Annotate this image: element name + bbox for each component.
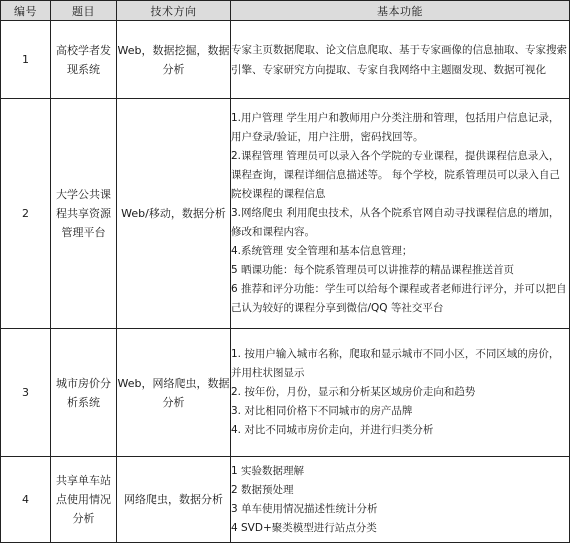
row-title: 高校学者发现系统 <box>51 21 117 99</box>
row-id: 1 <box>1 21 51 99</box>
header-title: 题目 <box>51 1 117 21</box>
row-title: 共享单车站点使用情况分析 <box>51 457 117 543</box>
function-item: 专家主页数据爬取、论文信息爬取、基于专家画像的信息抽取、专家搜索引擎、专家研究方向提取、专家自我网络中主题圈发现、数据可视化 <box>231 43 567 76</box>
table-row <box>1 457 570 543</box>
header-functions: 基本功能 <box>231 1 570 21</box>
function-item: 3 单车使用情况描述性统计分析 <box>231 502 378 515</box>
row-tech: 网络爬虫，数据分析 <box>117 457 231 543</box>
row-title: 大学公共课程共享资源管理平台 <box>51 99 117 329</box>
function-item: 2. 按年份，月份，显示和分析某区域房价走向和趋势 <box>231 386 476 398</box>
row-id: 4 <box>1 457 51 543</box>
table-row <box>1 329 570 457</box>
function-item: 4.系统管理 安全管理和基本信息管理； <box>231 245 413 257</box>
header-id: 编号 <box>1 1 51 21</box>
row-title: 城市房价分析系统 <box>51 329 117 457</box>
function-item: 3. 对比相同价格下不同城市的房产品牌 <box>231 405 413 417</box>
function-item: 2 数据预处理 <box>231 483 294 496</box>
table-header-row <box>1 1 570 21</box>
function-item: 4 SVD+聚类模型进行站点分类 <box>231 521 377 534</box>
function-item: 6 推荐和评分功能：学生可以给每个课程或者老师进行评分，并可以把自己认为较好的课程分享到微信/QQ 等社交平台 <box>231 283 567 314</box>
table-row <box>1 99 570 329</box>
row-id: 3 <box>1 329 51 457</box>
row-tech: Web，网络爬虫，数据分析 <box>117 329 231 457</box>
header-tech: 技术方向 <box>117 1 231 21</box>
function-item: 1.用户管理 学生用户和教师用户分类注册和管理，包括用户信息记录，用户登录/验证，用户注册，密码找回等。 <box>231 112 560 143</box>
row-tech: Web，数据挖掘，数据分析 <box>117 21 231 99</box>
function-item: 5 晒课功能：每个院系管理员可以讲推荐的精品课程推送首页 <box>231 264 515 276</box>
function-item: 2.课程管理 管理员可以录入各个学院的专业课程，提供课程信息录入，课程查询，课程详细信息描述等。 每个学校，院系管理员可以录入自己院校课程的课程信息 <box>231 150 560 200</box>
row-functions <box>231 329 570 457</box>
table-row <box>1 21 570 99</box>
row-tech: Web/移动，数据分析 <box>117 99 231 329</box>
row-functions <box>231 457 570 543</box>
row-id: 2 <box>1 99 51 329</box>
row-functions <box>231 21 570 99</box>
function-item: 1 实验数据理解 <box>231 464 305 477</box>
row-functions <box>231 99 570 329</box>
function-item: 1. 按用户输入城市名称，爬取和显示城市不同小区，不同区域的房价，并用柱状图显示 <box>231 348 560 379</box>
function-item: 4. 对比不同城市房价走向，并进行归类分析 <box>231 424 434 436</box>
function-item: 3.网络爬虫 利用爬虫技术，从各个院系官网自动寻找课程信息的增加，修改和课程内容。 <box>231 207 560 238</box>
